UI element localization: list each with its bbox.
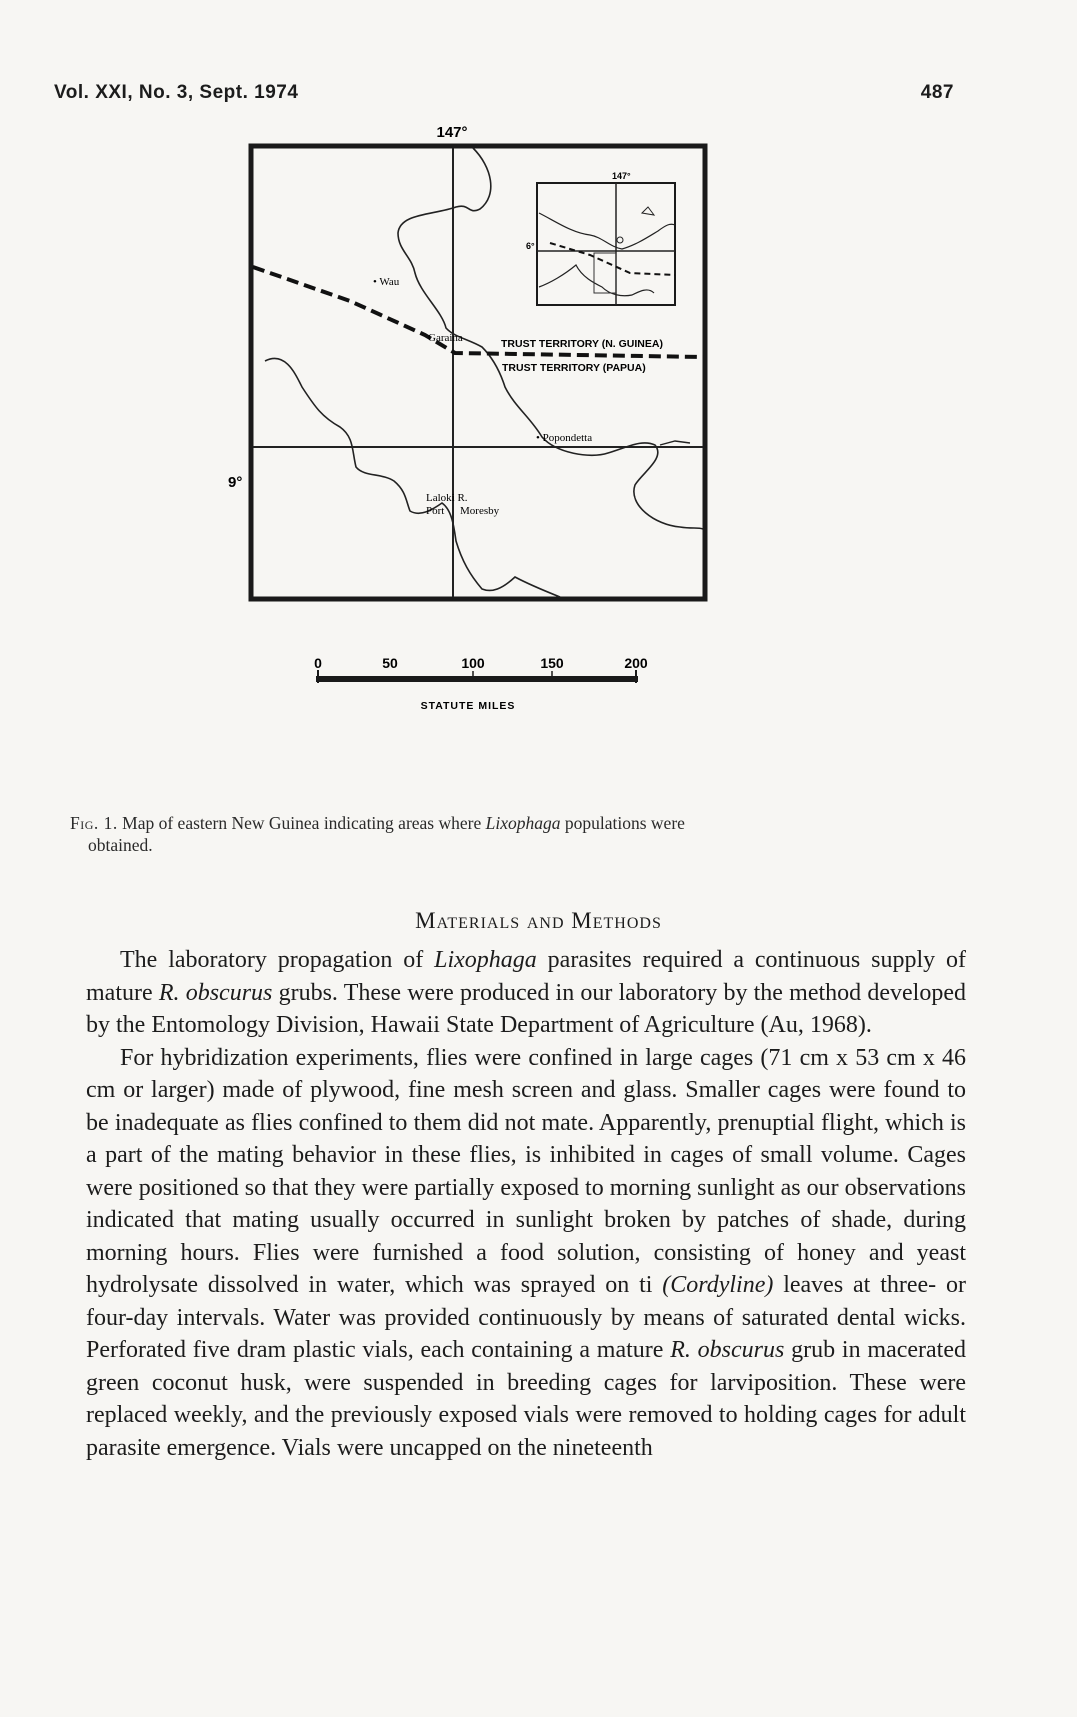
- longitude-label: 147°: [436, 124, 468, 141]
- p1-text-3: grubs. These were produced in our laboratory by the method developed by the Entomology Division, Hawaii State Department of Agriculture (Au, 1968).: [86, 979, 966, 1038]
- paragraph-2: [86, 1042, 966, 1465]
- latitude-label: 9°: [228, 474, 243, 491]
- caption-text-before: Map of eastern New Guinea indicating areas where: [122, 813, 482, 833]
- inset-frame: [537, 183, 675, 305]
- scale-tick-50: 50: [382, 655, 398, 671]
- body-text: [86, 944, 966, 1464]
- place-garaina: Garaina: [428, 332, 463, 344]
- east-cape-coast: [660, 441, 690, 445]
- p1-italic-1: Lixophaga: [434, 947, 537, 973]
- scale-tick-200: 200: [624, 655, 648, 671]
- p1-text-2: parasites required a continuous supply of mature: [86, 947, 966, 1006]
- p2-text-1: For hybridization experiments, flies were confined in large cages (71 cm x 53 cm x 46 cm or larger) made of plywood, fine mesh screen and glass. Smaller cages were found to be inadequate as flies confined to them did not mate. Apparently, prenuptial flight, which is a part of the mating behavior in these flies, is inhibited in cages of small volume. Cages were positioned so that they were partially exposed to morning sunlight as our observations indicated that mating usually occurred in sunlight broken by patches of shade, during morning hours. Flies were furnished a food solution, consisting of honey and yeast hydrolysate dissolved in water, which was sprayed on ti: [86, 1044, 966, 1298]
- figure-label: Fig. 1.: [70, 813, 118, 833]
- p1-italic-2: R. obscurus: [158, 979, 273, 1006]
- scale-unit-label: STATUTE MILES: [420, 700, 516, 712]
- caption-genus: Lixophaga: [485, 813, 561, 833]
- p2-italic-1: (Cordyline): [662, 1272, 774, 1298]
- map-svg: [230, 125, 790, 785]
- figure-map: [230, 125, 790, 785]
- scale-tick-150: 150: [540, 655, 564, 671]
- inset-longitude-label: 147°: [612, 171, 631, 181]
- south-coastline: [265, 358, 560, 597]
- paragraph-1: [86, 944, 966, 1042]
- place-moresby: Moresby: [460, 505, 500, 517]
- scale-tick-0: 0: [314, 655, 322, 671]
- figure-caption: [70, 812, 960, 856]
- scale-line: [316, 676, 638, 682]
- p2-italic-2: R. obscurus: [670, 1337, 785, 1363]
- p1-text-1: The laboratory propagation of: [120, 947, 435, 973]
- p2-text-3: grub in macerated green coconut husk, were suspended in breeding cages for larviposition. These were replaced weekly, and the previously exposed vials were removed to holding cages for adult parasite emergence. Vials were uncapped on the nineteenth: [86, 1337, 966, 1461]
- section-title: Materials and Methods: [415, 908, 662, 933]
- scale-bar: [314, 655, 648, 712]
- scale-tick-100: 100: [461, 655, 485, 671]
- place-popondetta: • Popondetta: [536, 432, 593, 444]
- label-trust-territory-south: TRUST TERRITORY (PAPUA): [502, 362, 646, 374]
- page-number: 487: [920, 82, 954, 103]
- caption-text-after: populations were: [564, 813, 685, 833]
- place-wau: • Wau: [373, 276, 400, 288]
- label-trust-territory-north: TRUST TERRITORY (N. GUINEA): [501, 338, 663, 350]
- place-port: Port: [426, 505, 445, 517]
- inset-latitude-label: 6°: [526, 241, 535, 251]
- volume-info: Vol. XXI, No. 3, Sept. 1974: [54, 82, 299, 103]
- place-laloki: Laloki R.: [426, 492, 468, 504]
- caption-text-line2: obtained.: [88, 835, 153, 855]
- inset-map: [526, 171, 675, 305]
- p2-text-2: leaves at three- or four-day intervals. Water was provided continuously by means of saturated dental wicks. Perforated five dram plastic vials, each containing a mature: [86, 1272, 967, 1363]
